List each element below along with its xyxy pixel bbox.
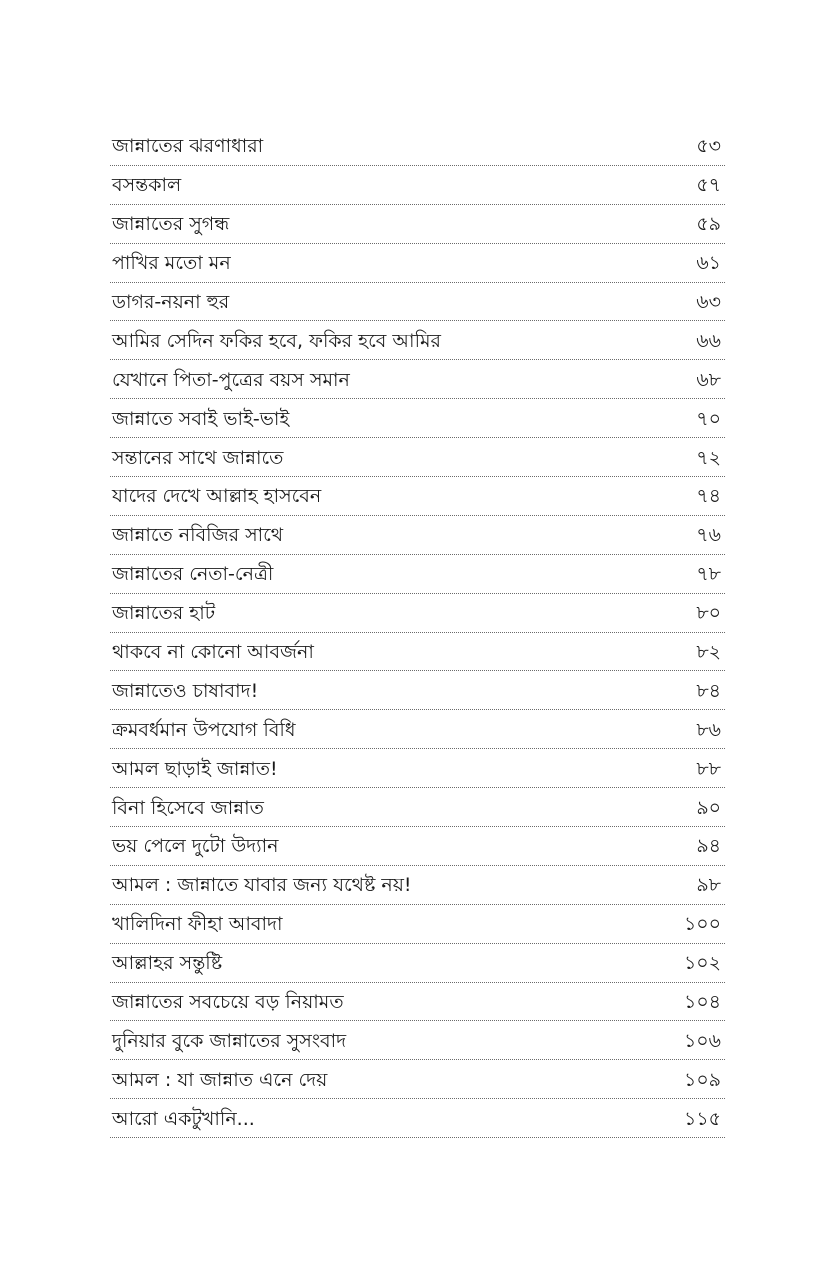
toc-entry[interactable] bbox=[110, 866, 725, 905]
toc-entry-page: ৮৬ bbox=[696, 718, 721, 741]
toc-entry-title: আমল ছাড়াই জান্নাত! bbox=[112, 757, 278, 780]
toc-entry-title: জান্নাতের সবচেয়ে বড় নিয়ামত bbox=[112, 991, 344, 1014]
toc-entry-title: বসন্তকাল bbox=[112, 174, 182, 197]
toc-entry-title: থাকবে না কোনো আবর্জনা bbox=[112, 641, 314, 664]
toc-entry-title: দুনিয়ার বুকে জান্নাতের সুসংবাদ bbox=[112, 1029, 347, 1052]
toc-entry-title: খালিদিনা ফীহা আবাদা bbox=[112, 913, 283, 936]
toc-entry-title: আমির সেদিন ফকির হবে, ফকির হবে আমির bbox=[112, 329, 442, 352]
toc-entry-page: ৬৬ bbox=[696, 329, 721, 352]
toc-entry[interactable] bbox=[110, 127, 725, 166]
toc-entry[interactable] bbox=[110, 671, 725, 710]
toc-entry-title: ক্রমবর্ধমান উপযোগ বিধি bbox=[112, 718, 296, 741]
toc-entry[interactable] bbox=[110, 244, 725, 283]
toc-entry[interactable] bbox=[110, 944, 725, 983]
toc-entry-page: ৮২ bbox=[696, 641, 721, 664]
toc-entry-page: ৫৯ bbox=[696, 213, 721, 236]
toc-entry-title: জান্নাতের ঝরণাধারা bbox=[112, 135, 264, 158]
toc-entry[interactable] bbox=[110, 788, 725, 827]
toc-entry-page: ৫৩ bbox=[696, 135, 721, 158]
toc-entry-title: জান্নাতের হাট bbox=[112, 602, 216, 625]
toc-entry-title: পাখির মতো মন bbox=[112, 252, 231, 275]
toc-entry-title: আল্লাহর সন্তুষ্টি bbox=[112, 952, 223, 975]
toc-entry-title: জান্নাতের নেতা-নেত্রী bbox=[112, 563, 274, 586]
toc-entry[interactable] bbox=[110, 399, 725, 438]
toc-entry-page: ১০২ bbox=[683, 952, 721, 975]
toc-entry-page: ১০৪ bbox=[683, 991, 721, 1014]
toc-entry-page: ৯০ bbox=[696, 796, 721, 819]
toc-entry-title: সন্তানের সাথে জান্নাতে bbox=[112, 446, 284, 469]
toc-entry[interactable] bbox=[110, 555, 725, 594]
toc-entry-title: ভয় পেলে দুটো উদ্যান bbox=[112, 835, 279, 858]
toc-entry-page: ৯৮ bbox=[696, 874, 721, 897]
toc-entry-title: বিনা হিসেবে জান্নাত bbox=[112, 796, 264, 819]
toc-entry[interactable] bbox=[110, 1060, 725, 1099]
toc-entry-title: আরো একটুখানি... bbox=[112, 1107, 255, 1130]
toc-entry-title: জান্নাতে নবিজির সাথে bbox=[112, 524, 284, 547]
toc-entry-page: ৭৬ bbox=[696, 524, 721, 547]
toc-entry-title: যেখানে পিতা-পুত্রের বয়স সমান bbox=[112, 368, 350, 391]
toc-entry-page: ৮০ bbox=[696, 602, 721, 625]
table-of-contents bbox=[110, 127, 725, 1138]
toc-entry-page: ৬৩ bbox=[696, 291, 721, 313]
toc-entry-page: ১০৯ bbox=[683, 1068, 721, 1091]
toc-entry-page: ৬১ bbox=[696, 252, 721, 275]
toc-entry-title: জান্নাতে সবাই ভাই-ভাই bbox=[112, 407, 290, 430]
toc-entry-page: ৮৪ bbox=[696, 679, 721, 702]
toc-entry[interactable] bbox=[110, 205, 725, 244]
toc-entry-page: ৭০ bbox=[696, 407, 721, 430]
toc-entry[interactable] bbox=[110, 321, 725, 360]
toc-entry-title: জান্নাতেও চাষাবাদ! bbox=[112, 679, 259, 702]
toc-entry[interactable] bbox=[110, 166, 725, 205]
toc-entry[interactable] bbox=[110, 633, 725, 672]
toc-entry-title: যাদের দেখে আল্লাহ হাসবেন bbox=[112, 485, 322, 508]
toc-entry[interactable] bbox=[110, 1099, 725, 1138]
toc-entry-page: ১০৬ bbox=[683, 1029, 721, 1052]
toc-entry-page: ৫৭ bbox=[696, 174, 721, 197]
toc-entry-page: ৬৮ bbox=[696, 368, 721, 391]
toc-entry-page: ৭৪ bbox=[696, 485, 721, 508]
toc-entry[interactable] bbox=[110, 516, 725, 555]
toc-entry-page: ৭২ bbox=[696, 446, 721, 469]
toc-entry[interactable] bbox=[110, 983, 725, 1022]
toc-entry[interactable] bbox=[110, 283, 725, 322]
toc-entry[interactable] bbox=[110, 477, 725, 516]
toc-entry-page: ১১৫ bbox=[684, 1107, 721, 1130]
toc-entry-title: জান্নাতের সুগন্ধ bbox=[112, 213, 230, 236]
toc-entry[interactable] bbox=[110, 594, 725, 633]
toc-entry-page: ৯৪ bbox=[696, 835, 721, 858]
toc-entry-title: ডাগর-নয়না হুর bbox=[112, 291, 230, 313]
toc-entry-page: ৮৮ bbox=[696, 757, 721, 780]
toc-entry[interactable] bbox=[110, 827, 725, 866]
toc-entry[interactable] bbox=[110, 360, 725, 399]
toc-entry[interactable] bbox=[110, 438, 725, 477]
toc-entry-title: আমল : যা জান্নাত এনে দেয় bbox=[112, 1068, 328, 1091]
toc-entry-page: ৭৮ bbox=[696, 563, 721, 586]
toc-entry[interactable] bbox=[110, 1021, 725, 1060]
toc-entry[interactable] bbox=[110, 749, 725, 788]
toc-entry-page: ১০০ bbox=[683, 913, 721, 936]
toc-entry[interactable] bbox=[110, 905, 725, 944]
toc-entry-title: আমল : জান্নাতে যাবার জন্য যথেষ্ট নয়! bbox=[112, 874, 412, 897]
toc-entry[interactable] bbox=[110, 710, 725, 749]
